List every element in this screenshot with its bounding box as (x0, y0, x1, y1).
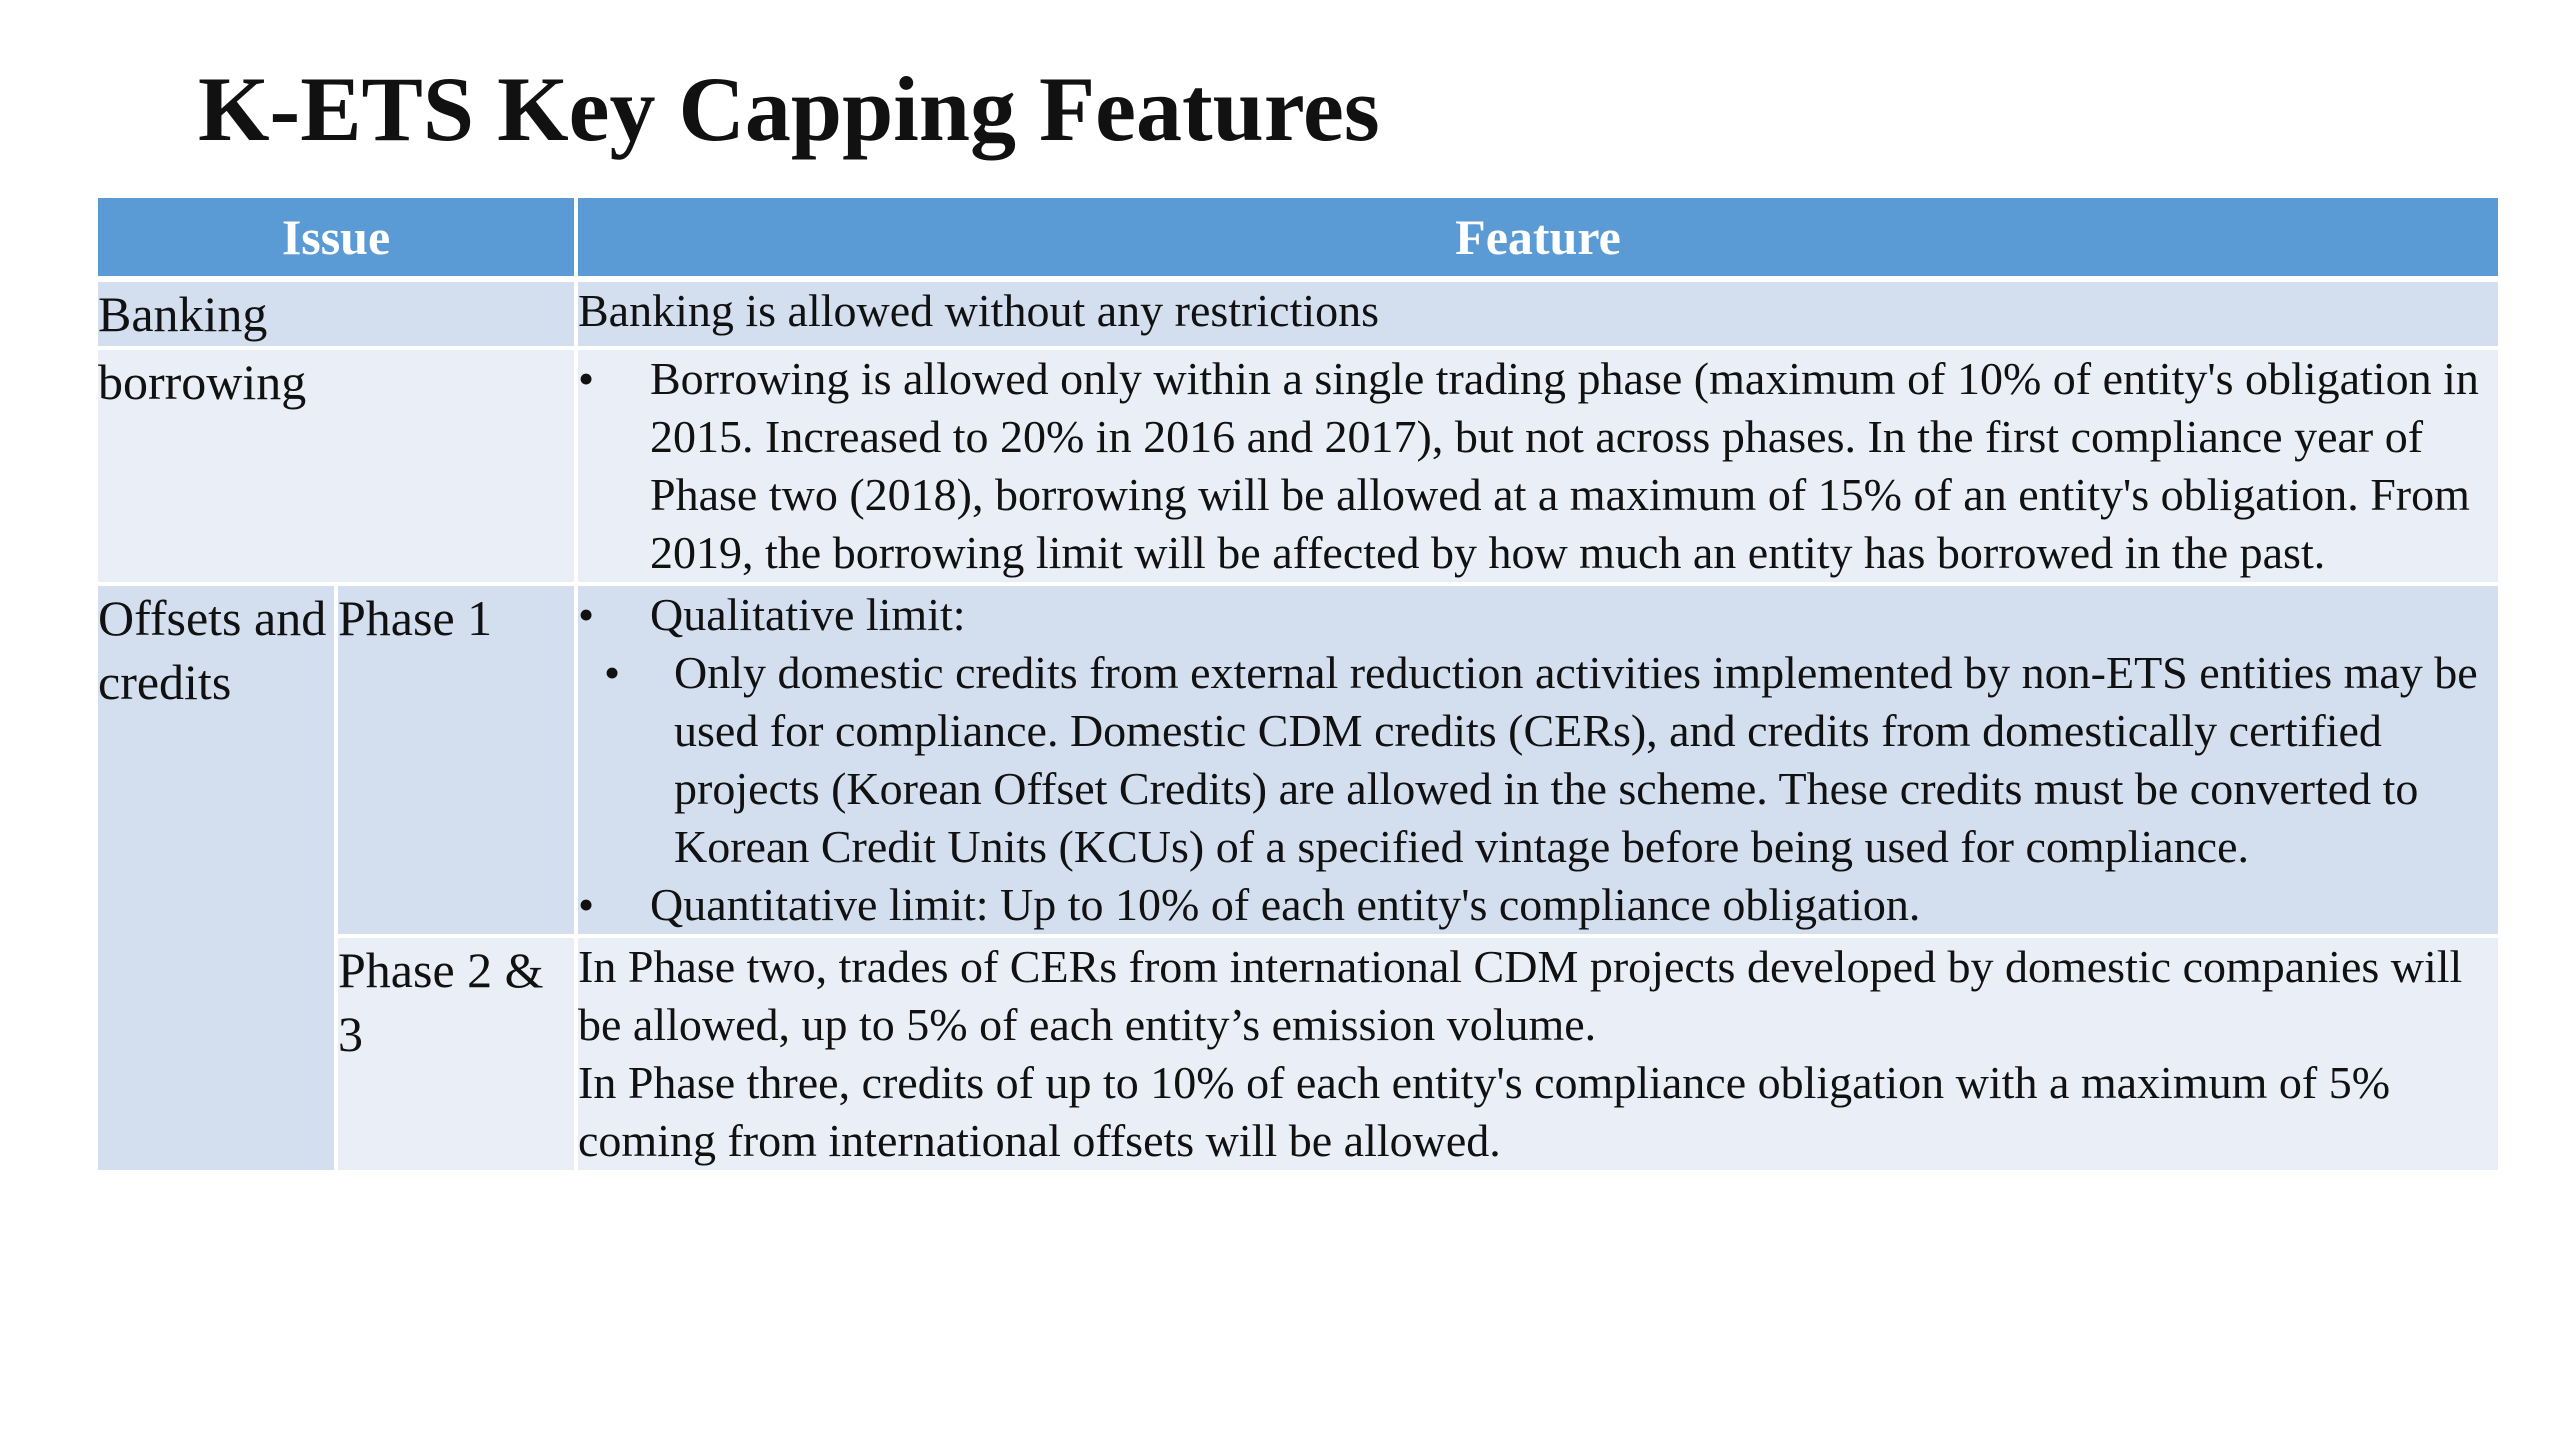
bullet-marker: • (578, 879, 595, 930)
capping-features-table (98, 198, 2498, 1174)
offsets-phase1-row (98, 586, 2498, 938)
phase1-bullet-list (578, 586, 2498, 644)
banking-issue-cell: Banking (98, 282, 578, 350)
phase3-paragraph: In Phase three, credits of up to 10% of each entity's compliance obligation with a maximum of 5% coming from international offsets will be allowed. (578, 1057, 2391, 1166)
qualitative-label: Qualitative limit: (650, 589, 966, 640)
quantitative-text: Quantitative limit: Up to 10% of each entity's compliance obligation. (650, 879, 1921, 930)
borrowing-feature-cell (578, 350, 2498, 586)
borrowing-bullet-list (578, 350, 2498, 582)
phase1-bullet-list-2 (578, 876, 2498, 934)
bullet-marker: • (578, 589, 595, 640)
borrowing-row (98, 350, 2498, 586)
banking-feature-text: Banking is allowed without any restrictions (578, 285, 1380, 336)
phase1-feature-cell (578, 586, 2498, 938)
offsets-issue-cell: Offsets and credits (98, 586, 338, 1174)
slide-title: K-ETS Key Capping Features (198, 58, 1380, 160)
bullet-marker: • (578, 353, 595, 404)
offsets-phase23-row (98, 938, 2498, 1174)
qualitative-sub-list (578, 644, 2498, 876)
sub-bullet-marker: • (604, 647, 621, 698)
qualitative-bullet-item (578, 586, 2498, 644)
issue-column-header: Issue (98, 198, 578, 282)
banking-row (98, 282, 2498, 350)
phase2-paragraph: In Phase two, trades of CERs from international CDM projects developed by domestic companies will be allowed, up to 5% of each entity’s emission volume. (578, 941, 2463, 1050)
feature-column-header: Feature (578, 198, 2498, 282)
borrowing-feature-text: Borrowing is allowed only within a single trading phase (maximum of 10% of entity's obligation in 2015. Increased to 20% in 2016 and 2017), but not across phases. In the first compliance year of Phase two (2018), borrowing will be allowed at a maximum of 15% of an entity's obligation. From 2019, the borrowing limit will be affected by how much an entity has borrowed in the past. (650, 353, 2479, 578)
borrowing-issue-cell: borrowing (98, 350, 578, 586)
qualitative-detail-text: Only domestic credits from external reduction activities implemented by non-ETS entities may be used for compliance. Domestic CDM credits (CERs), and credits from domestically certified projects (Korean Offset Credits) are allowed in the scheme. These credits must be converted to Korean Credit Units (KCUs) of a specified vintage before being used for compliance. (674, 647, 2478, 872)
banking-feature-cell (578, 282, 2498, 350)
header-row (98, 198, 2498, 282)
qualitative-sub-item (578, 644, 2498, 876)
phase23-label-cell: Phase 2 & 3 (338, 938, 578, 1174)
phase23-feature-cell (578, 938, 2498, 1174)
quantitative-bullet-item (578, 876, 2498, 934)
borrowing-bullet-item (578, 350, 2498, 582)
phase1-label-cell: Phase 1 (338, 586, 578, 938)
